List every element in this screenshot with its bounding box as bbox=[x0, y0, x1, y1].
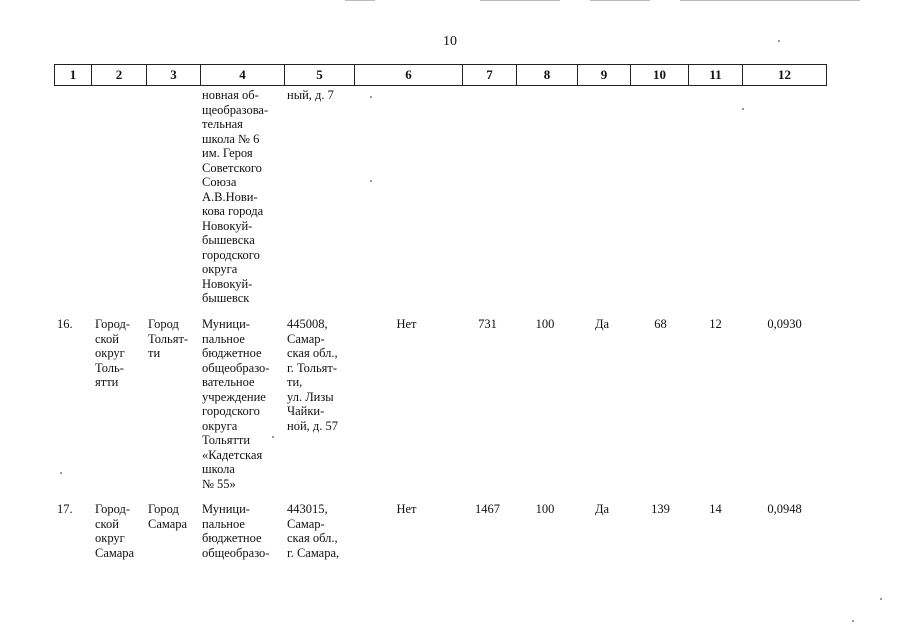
address-cell bbox=[287, 317, 338, 433]
text-line: Тольят- bbox=[148, 331, 189, 346]
col7-value: 1467 bbox=[475, 502, 500, 516]
header-cell: 10 bbox=[631, 65, 689, 86]
text-line: ская обл., bbox=[287, 346, 338, 360]
scan-speck bbox=[742, 108, 744, 110]
scan-speck bbox=[852, 620, 854, 622]
municipality-cell bbox=[95, 502, 134, 560]
text-line: Самара bbox=[148, 516, 188, 531]
institution-name-cell bbox=[202, 502, 269, 560]
header-cell: 2 bbox=[92, 65, 147, 86]
text-line: учреждение bbox=[202, 389, 266, 404]
text-line: Самар- bbox=[287, 516, 325, 531]
text-line: ти bbox=[148, 346, 161, 360]
col7-value: 731 bbox=[478, 317, 497, 331]
text-line: ти, bbox=[287, 375, 303, 389]
text-line: Самара bbox=[95, 545, 135, 560]
text-line: Муници- bbox=[202, 502, 250, 516]
text-line: Толь- bbox=[95, 360, 124, 375]
col9-value: Да bbox=[594, 502, 610, 516]
text-line: щеобразова- bbox=[202, 102, 269, 117]
text-line: городского bbox=[202, 404, 260, 418]
text-line: школа bbox=[202, 462, 235, 476]
header-cell: 12 bbox=[743, 65, 827, 86]
text-line: Тольятти bbox=[202, 433, 251, 447]
text-line: Чайки- bbox=[287, 404, 325, 418]
text-line: округа bbox=[202, 262, 238, 276]
col6-value: Нет bbox=[396, 502, 417, 516]
text-line: пальное bbox=[202, 331, 245, 346]
scan-artifact bbox=[480, 0, 560, 1]
scan-speck bbox=[370, 180, 372, 182]
municipality-cell bbox=[95, 317, 130, 390]
col8-value: 100 bbox=[535, 317, 555, 331]
text-line: ятти bbox=[95, 375, 119, 389]
text-line: Город bbox=[148, 317, 179, 331]
scan-speck bbox=[880, 598, 882, 600]
col6-value: Нет bbox=[396, 317, 417, 331]
header-cell: 7 bbox=[463, 65, 517, 86]
text-line: ская обл., bbox=[287, 531, 338, 545]
text-line: ской bbox=[95, 516, 119, 531]
header-cell: 11 bbox=[689, 65, 743, 86]
text-line: ный, д. 7 bbox=[287, 88, 334, 102]
text-line: Советского bbox=[202, 160, 262, 175]
settlement-cell bbox=[148, 502, 187, 531]
continuation-col4 bbox=[202, 88, 278, 306]
text-line: им. Героя bbox=[202, 146, 253, 160]
text-line: пальное bbox=[202, 516, 245, 531]
col12-value: 0,0948 bbox=[767, 502, 802, 516]
scan-artifact bbox=[590, 0, 650, 1]
text-line: кова города bbox=[202, 204, 264, 218]
text-line: тельная bbox=[202, 117, 243, 131]
text-line: А.В.Нови- bbox=[202, 189, 258, 204]
text-line: округ bbox=[95, 531, 125, 545]
scan-artifact bbox=[680, 0, 860, 1]
continuation-col5 bbox=[287, 88, 334, 103]
header-cell: 5 bbox=[285, 65, 355, 86]
col9-value: Да bbox=[594, 317, 610, 331]
scan-speck bbox=[370, 96, 372, 98]
col10-value: 68 bbox=[654, 317, 667, 331]
text-line: общеобразо- bbox=[202, 360, 270, 375]
col8-value: 100 bbox=[535, 502, 555, 516]
settlement-cell bbox=[148, 317, 188, 361]
scan-speck bbox=[60, 472, 62, 474]
scan-artifact bbox=[345, 0, 375, 1]
text-line: бюджетное bbox=[202, 346, 262, 360]
text-line: Союза bbox=[202, 175, 237, 189]
row-number: 16. bbox=[57, 317, 73, 331]
text-line: ной, д. 57 bbox=[287, 418, 338, 433]
address-cell bbox=[287, 502, 339, 560]
col11-value: 14 bbox=[709, 502, 722, 516]
text-line: 443015, bbox=[287, 502, 328, 516]
header-cell: 1 bbox=[55, 65, 92, 86]
text-line: Новокуй- bbox=[202, 218, 253, 233]
header-cell: 3 bbox=[147, 65, 201, 86]
text-line: Город- bbox=[95, 317, 131, 331]
header-cell: 8 bbox=[517, 65, 578, 86]
header-cell: 4 bbox=[201, 65, 285, 86]
text-line: округа bbox=[202, 418, 238, 433]
text-line: г. Тольят- bbox=[287, 360, 338, 375]
text-line: ской bbox=[95, 331, 119, 346]
text-line: школа № 6 bbox=[202, 131, 260, 146]
column-header-row bbox=[54, 64, 827, 86]
col11-value: 12 bbox=[709, 317, 722, 331]
text-line: «Кадетская bbox=[202, 447, 263, 462]
text-line: округ bbox=[95, 346, 125, 360]
text-line: бюджетное bbox=[202, 531, 262, 545]
text-line: 445008, bbox=[287, 317, 328, 331]
row-number: 17. bbox=[57, 502, 73, 516]
page-number: 10 bbox=[443, 34, 457, 49]
text-line: Город- bbox=[95, 502, 131, 516]
text-line: Новокуй- bbox=[202, 276, 253, 291]
text-line: Город bbox=[148, 502, 179, 516]
text-line: ул. Лизы bbox=[287, 389, 334, 404]
text-line: Муници- bbox=[202, 317, 250, 331]
header-cell: 6 bbox=[355, 65, 463, 86]
text-line: городского bbox=[202, 247, 260, 262]
text-line: общеобразо- bbox=[202, 545, 270, 560]
text-line: вательное bbox=[202, 375, 255, 389]
header-cell: 9 bbox=[578, 65, 631, 86]
text-line: г. Самара, bbox=[287, 545, 340, 560]
text-line: бышевска bbox=[202, 233, 255, 247]
institution-name-cell bbox=[202, 317, 269, 491]
col10-value: 139 bbox=[651, 502, 670, 516]
text-line: № 55» bbox=[202, 476, 236, 491]
col12-value: 0,0930 bbox=[767, 317, 802, 331]
scan-speck bbox=[778, 40, 780, 42]
scan-speck bbox=[272, 436, 274, 438]
text-line: новная об- bbox=[202, 88, 259, 102]
text-line: бышевск bbox=[202, 291, 250, 305]
text-line: Самар- bbox=[287, 331, 325, 346]
